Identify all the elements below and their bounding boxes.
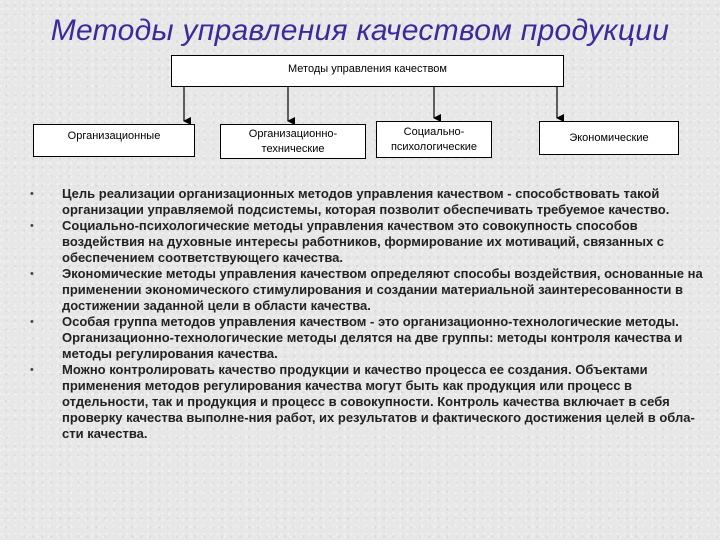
bullet-text: Особая группа методов управления качеством - это организационно-технологические методы. Организационно-технологические методы делятся на две группы: методы контроля качества и методы регулирования качества. xyxy=(62,314,683,361)
bullet-text: Цель реализации организационных методов управления качеством - способствовать такой организации управляемой подсистемы, которая позволит обеспечивать требуемое качество. xyxy=(62,186,670,217)
bullet-item xyxy=(26,266,706,314)
bullet-icon: • xyxy=(30,268,34,280)
bullet-text: Социально-психологические методы управления качеством это совокупность способов воздействия на духовные интересы работников, формирование их мотиваций, связанных с обеспечением соответствующего качества. xyxy=(62,218,665,265)
bullet-item xyxy=(26,186,706,218)
bullet-text: Экономические методы управления качеством определяют способы воздействия, основанные на применении экономического стимулирования и создании материальной заинтересованности в достижении заданной цели в области качества. xyxy=(62,266,703,313)
bullet-icon: • xyxy=(30,364,34,376)
bullet-item xyxy=(26,362,706,442)
bullet-icon: • xyxy=(30,220,34,232)
root-box: Методы управления качеством xyxy=(171,55,564,87)
bullet-text: Можно контролировать качество продукции и качество процесса ее создания. Объектами применения методов регулирования качества могут быть как продукция или процесс в отдельности, так и продукция и процесс в совокупности. Контроль качества включает в себя проверку качества выполне-ния работ, их результатов и фактического достижения целей в обла-сти качества. xyxy=(62,362,695,441)
child-box-socio-psychological-label: Социально-психологические xyxy=(390,125,478,153)
bullet-item xyxy=(26,218,706,266)
child-box-organizational: Организационные xyxy=(33,124,195,157)
child-box-economic: Экономические xyxy=(539,121,679,155)
child-box-org-technical-label: Организационно-технические xyxy=(248,127,338,155)
bullet-icon: • xyxy=(30,188,34,200)
bullet-item xyxy=(26,314,706,362)
child-box-org-technical xyxy=(220,124,366,159)
slide-title: Методы управления качеством продукции xyxy=(50,14,670,47)
bullet-icon: • xyxy=(30,316,34,328)
bullet-list xyxy=(26,186,706,442)
child-box-socio-psychological xyxy=(376,121,492,158)
